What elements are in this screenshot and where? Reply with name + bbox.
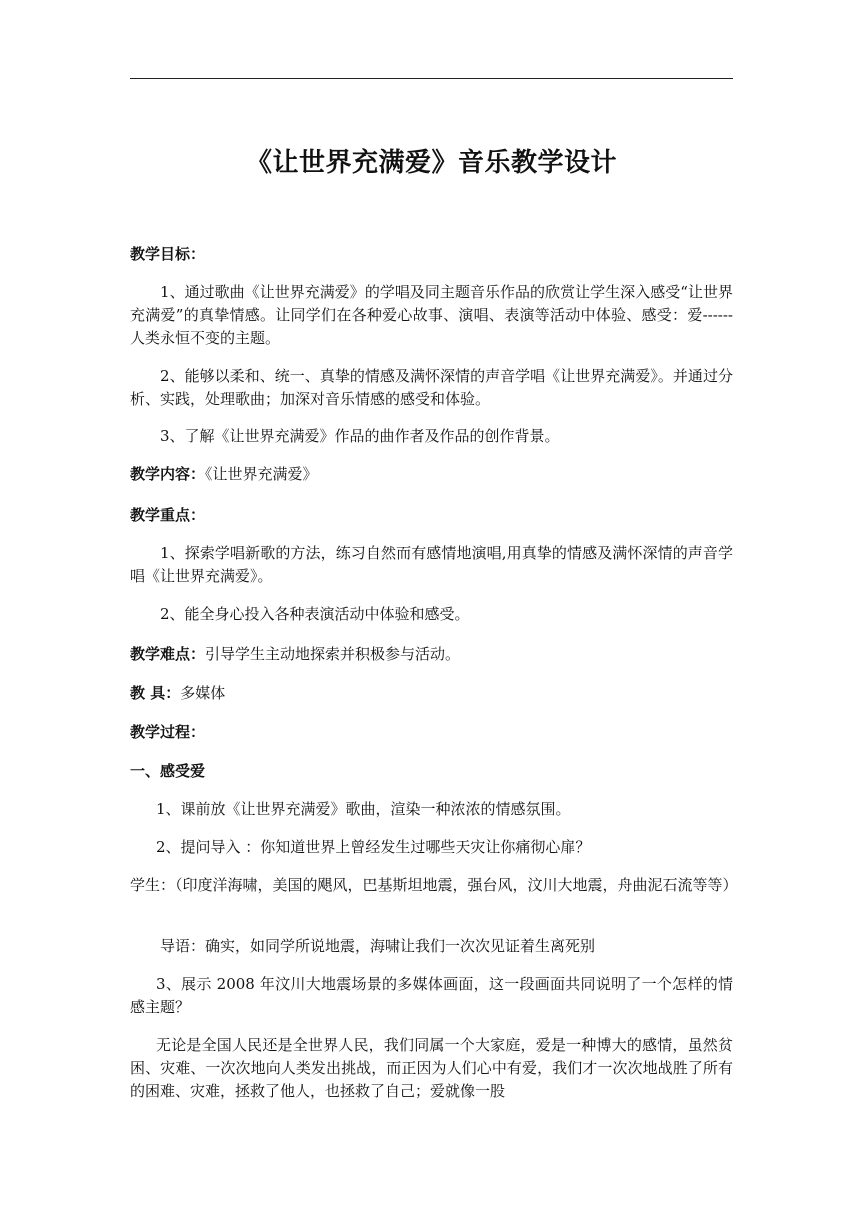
- step-2: 2、提问导入 ：你知道世界上曾经发生过哪些天灾让你痛彻心扉？: [156, 838, 591, 856]
- goals-heading: 教学目标：: [130, 245, 206, 263]
- goal-3: 3、了解《让世界充满爱》作品的曲作者及作品的创作背景。: [160, 427, 560, 445]
- focus-2: 2、能全身心投入各种表演活动中体验和感受。: [160, 605, 470, 623]
- tools-value: 多媒体: [180, 684, 226, 702]
- focus-1: 1、探索学唱新歌的方法，练习自然而有感情地演唱,用真挚的情感及满怀深情的声音学唱《让世界充满爱》。: [130, 544, 733, 585]
- teaching-difficulty: [130, 643, 733, 666]
- step-1: 1、课前放《让世界充满爱》歌曲，渲染一种浓浓的情感氛围。: [156, 800, 571, 818]
- goal-1: 1、通过歌曲《让世界充满爱》的学唱及同主题音乐作品的欣赏让学生深入感受“让世界充满爱”的真挚情感。让同学们在各种爱心故事、演唱、表演等活动中体验、感受：爱------ 人类永恒不变的主题。: [130, 283, 733, 347]
- process-heading: 教学过程：: [130, 723, 206, 741]
- students-answer: 学生：（印度洋海啸，美国的飓风，巴基斯坦地震，强台风，汶川大地震，舟曲泥石流等等）: [130, 876, 738, 894]
- step-3: 3、展示 2008 年汶川大地震场景的多媒体画面，这一段画面共同说明了一个怎样的情感主题？: [130, 975, 733, 1016]
- guide-text: 导语：确实，如同学所说地震，海啸让我们一次次见证着生离死别: [160, 937, 596, 955]
- header-rule: [130, 78, 733, 79]
- teaching-content: [130, 463, 733, 486]
- difficulty-label: 教学难点：: [130, 645, 206, 663]
- difficulty-value: 引导学生主动地探索并积极参与活动。: [205, 645, 461, 663]
- teaching-tools: [130, 682, 733, 705]
- content-value: 《让世界充满爱》: [205, 465, 318, 483]
- tools-label: 教 具：: [130, 684, 181, 702]
- content-label: 教学内容：: [130, 465, 206, 483]
- goal-2: 2、能够以柔和、统一、真挚的情感及满怀深情的声音学唱《让世界充满爱》。并通过分析、实践，处理歌曲；加深对音乐情感的感受和体验。: [130, 367, 733, 408]
- section-1-heading: 一、感受爱: [130, 762, 206, 780]
- closing-paragraph: 无论是全国人民还是全世界人民，我们同属一个大家庭，爱是一种博大的感情，虽然贫困、灾难、一次次地向人类发出挑战，而正因为人们心中有爱，我们才一次次地战胜了所有的困难、灾难，拯救了他人，也拯救了自己；爱就像一股: [130, 1036, 733, 1100]
- document-title: 《让世界充满爱》音乐教学设计: [245, 148, 617, 178]
- focus-heading: 教学重点：: [130, 506, 206, 524]
